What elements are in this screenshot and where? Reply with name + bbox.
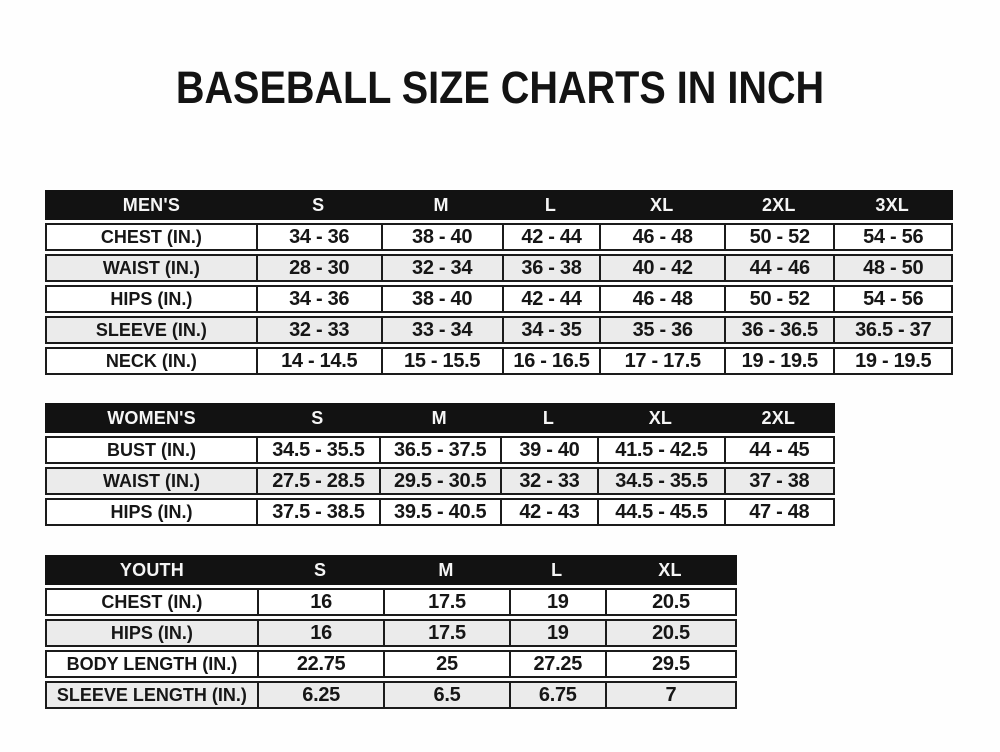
youth-value-cell: 20.5 <box>605 590 735 614</box>
mens-value-cell: 17 - 17.5 <box>599 349 724 373</box>
mens-value-cell: 50 - 52 <box>724 287 833 311</box>
youth-row-label: HIPS (IN.) <box>110 622 193 643</box>
mens-table-row <box>45 254 953 282</box>
womens-header-cell-2xl: 2XL <box>761 407 796 428</box>
mens-row-label: SLEEVE (IN.) <box>95 319 207 340</box>
womens-table-row <box>45 498 835 526</box>
womens-value-cell: 44.5 - 45.5 <box>597 500 724 524</box>
womens-value-cell: 47 - 48 <box>724 500 833 524</box>
womens-value-cell: 41.5 - 42.5 <box>597 438 724 462</box>
womens-value-cell: 39 - 40 <box>500 438 597 462</box>
mens-header-cell-m: M <box>433 194 449 215</box>
mens-value-cell: 16 - 16.5 <box>502 349 600 373</box>
mens-value-cell: 34 - 35 <box>502 318 600 342</box>
youth-table-row <box>45 588 737 616</box>
mens-value-cell: 38 - 40 <box>381 287 502 311</box>
size-tables <box>0 190 1000 709</box>
mens-value-cell: 40 - 42 <box>599 256 724 280</box>
womens-value-cell: 37 - 38 <box>724 469 833 493</box>
mens-header-cell-xl: XL <box>649 194 674 215</box>
mens-value-cell: 34 - 36 <box>256 225 381 249</box>
mens-value-cell: 54 - 56 <box>833 225 951 249</box>
womens-value-cell: 32 - 33 <box>500 469 597 493</box>
womens-value-cell: 36.5 - 37.5 <box>379 438 500 462</box>
womens-header-cell-s: S <box>311 407 324 428</box>
mens-value-cell: 19 - 19.5 <box>724 349 833 373</box>
youth-value-cell: 16 <box>257 590 384 614</box>
youth-size-table <box>45 555 737 709</box>
mens-value-cell: 46 - 48 <box>599 287 724 311</box>
youth-value-cell: 20.5 <box>605 621 735 645</box>
youth-value-cell: 25 <box>383 652 508 676</box>
mens-table-row <box>45 223 953 251</box>
mens-value-cell: 32 - 33 <box>256 318 381 342</box>
womens-row-label: BUST (IN.) <box>107 439 197 460</box>
mens-size-table <box>45 190 953 375</box>
womens-header-cell-title: WOMEN'S <box>107 407 196 428</box>
mens-value-cell: 36.5 - 37 <box>833 318 951 342</box>
youth-table-row <box>45 619 737 647</box>
youth-header-cell-m: M <box>438 559 454 580</box>
youth-value-cell: 16 <box>257 621 384 645</box>
youth-value-cell: 7 <box>605 683 735 707</box>
youth-header-cell-xl: XL <box>658 559 682 580</box>
mens-value-cell: 33 - 34 <box>381 318 502 342</box>
womens-size-table <box>45 403 835 526</box>
womens-header-cell-m: M <box>431 407 447 428</box>
womens-header-cell-l: L <box>542 407 555 428</box>
mens-value-cell: 35 - 36 <box>599 318 724 342</box>
mens-value-cell: 32 - 34 <box>381 256 502 280</box>
youth-row-label: CHEST (IN.) <box>101 591 203 612</box>
mens-value-cell: 28 - 30 <box>256 256 381 280</box>
mens-value-cell: 44 - 46 <box>724 256 833 280</box>
womens-value-cell: 34.5 - 35.5 <box>597 469 724 493</box>
womens-table-row <box>45 467 835 495</box>
mens-value-cell: 48 - 50 <box>833 256 951 280</box>
youth-value-cell: 22.75 <box>257 652 384 676</box>
youth-value-cell: 19 <box>509 621 605 645</box>
womens-table-row <box>45 436 835 464</box>
womens-value-cell: 34.5 - 35.5 <box>256 438 379 462</box>
youth-row-label: BODY LENGTH (IN.) <box>66 653 238 674</box>
mens-value-cell: 38 - 40 <box>381 225 502 249</box>
youth-value-cell: 27.25 <box>509 652 605 676</box>
youth-header-row <box>45 555 737 585</box>
youth-header-cell-s: S <box>314 559 327 580</box>
womens-value-cell: 42 - 43 <box>500 500 597 524</box>
mens-value-cell: 42 - 44 <box>502 287 600 311</box>
mens-row-label: HIPS (IN.) <box>110 288 193 309</box>
youth-row-label: SLEEVE LENGTH (IN.) <box>56 684 247 705</box>
womens-value-cell: 44 - 45 <box>724 438 833 462</box>
youth-value-cell: 17.5 <box>383 621 508 645</box>
mens-row-label: NECK (IN.) <box>105 350 197 371</box>
youth-header-cell-title: YOUTH <box>119 559 184 580</box>
womens-header-row <box>45 403 835 433</box>
mens-value-cell: 34 - 36 <box>256 287 381 311</box>
youth-value-cell: 17.5 <box>383 590 508 614</box>
mens-value-cell: 46 - 48 <box>599 225 724 249</box>
youth-value-cell: 6.75 <box>509 683 605 707</box>
youth-value-cell: 19 <box>509 590 605 614</box>
mens-table-row <box>45 285 953 313</box>
womens-row-label: WAIST (IN.) <box>103 470 201 491</box>
womens-row-label: HIPS (IN.) <box>110 501 193 522</box>
mens-value-cell: 42 - 44 <box>502 225 600 249</box>
youth-table-row <box>45 681 737 709</box>
womens-value-cell: 29.5 - 30.5 <box>379 469 500 493</box>
mens-header-row <box>45 190 953 220</box>
womens-header-cell-xl: XL <box>648 407 673 428</box>
youth-value-cell: 29.5 <box>605 652 735 676</box>
mens-header-cell-s: S <box>312 194 325 215</box>
mens-header-cell-l: L <box>544 194 557 215</box>
mens-table-row <box>45 316 953 344</box>
mens-row-label: WAIST (IN.) <box>102 257 200 278</box>
mens-header-cell-title: MEN'S <box>122 194 181 215</box>
womens-value-cell: 37.5 - 38.5 <box>256 500 379 524</box>
youth-value-cell: 6.25 <box>257 683 384 707</box>
womens-value-cell: 27.5 - 28.5 <box>256 469 379 493</box>
page-title: BASEBALL SIZE CHARTS IN INCH <box>175 62 825 113</box>
mens-value-cell: 19 - 19.5 <box>833 349 951 373</box>
mens-value-cell: 36 - 36.5 <box>724 318 833 342</box>
youth-header-cell-l: L <box>551 559 563 580</box>
youth-table-row <box>45 650 737 678</box>
youth-value-cell: 6.5 <box>383 683 508 707</box>
mens-header-cell-2xl: 2XL <box>761 194 796 215</box>
mens-table-row <box>45 347 953 375</box>
mens-value-cell: 54 - 56 <box>833 287 951 311</box>
womens-value-cell: 39.5 - 40.5 <box>379 500 500 524</box>
mens-value-cell: 50 - 52 <box>724 225 833 249</box>
mens-value-cell: 36 - 38 <box>502 256 600 280</box>
mens-row-label: CHEST (IN.) <box>100 226 202 247</box>
mens-header-cell-3xl: 3XL <box>875 194 909 215</box>
mens-value-cell: 14 - 14.5 <box>256 349 381 373</box>
mens-value-cell: 15 - 15.5 <box>381 349 502 373</box>
